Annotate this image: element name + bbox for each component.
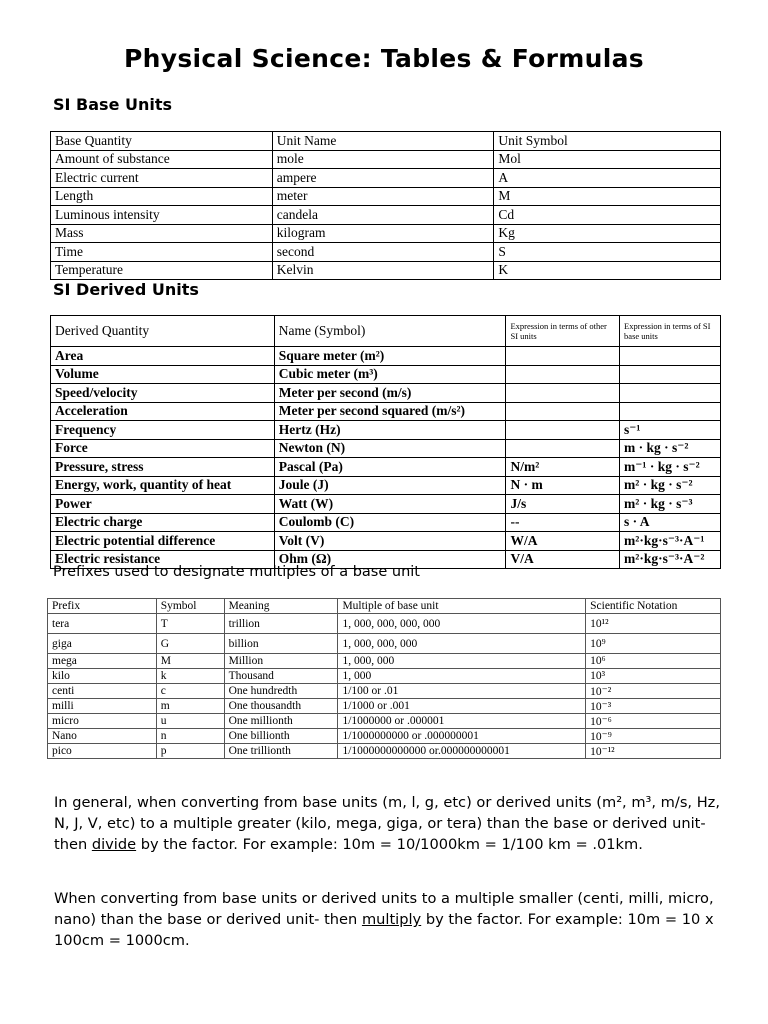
table-row bbox=[51, 365, 721, 384]
table-cell bbox=[620, 365, 721, 384]
table-cell: s⁻¹ bbox=[620, 421, 721, 440]
prefixes-heading: Prefixes used to designate multiples of a base unit bbox=[53, 564, 420, 580]
table-cell: V/A bbox=[506, 550, 620, 569]
table-cell: N · m bbox=[506, 476, 620, 495]
table-cell: k bbox=[156, 669, 224, 684]
table-row bbox=[51, 439, 721, 458]
table-cell: Speed/velocity bbox=[51, 384, 275, 403]
table-row bbox=[48, 634, 721, 654]
prefixes-table bbox=[47, 598, 721, 759]
table-cell: Power bbox=[51, 495, 275, 514]
table-cell: centi bbox=[48, 684, 157, 699]
table-cell bbox=[506, 402, 620, 421]
table-header-row bbox=[48, 599, 721, 614]
table-row bbox=[48, 684, 721, 699]
table-cell: A bbox=[494, 169, 721, 188]
paragraph-multiply-text: When converting from base units or derived units to a multiple smaller (centi, milli, micro, nano) than the base or derived unit- then bbox=[54, 890, 714, 928]
table-cell: m bbox=[156, 699, 224, 714]
table-row bbox=[51, 206, 721, 225]
table-cell: Joule (J) bbox=[274, 476, 506, 495]
table-cell: u bbox=[156, 714, 224, 729]
table-cell: milli bbox=[48, 699, 157, 714]
table-cell: 1, 000 bbox=[338, 669, 586, 684]
table-cell: 10⁹ bbox=[586, 634, 721, 654]
table-row bbox=[51, 347, 721, 366]
table-cell: Ohm (Ω) bbox=[274, 550, 506, 569]
table-cell: Electric current bbox=[51, 169, 273, 188]
header-cell: Derived Quantity bbox=[51, 316, 275, 347]
table-cell: Cd bbox=[494, 206, 721, 225]
header-cell: Expression in terms of other SI units bbox=[506, 316, 620, 347]
table-cell: Cubic meter (m³) bbox=[274, 365, 506, 384]
table-cell: Meter per second squared (m/s²) bbox=[274, 402, 506, 421]
table-row bbox=[51, 532, 721, 551]
table-cell: Amount of substance bbox=[51, 150, 273, 169]
table-row bbox=[51, 458, 721, 477]
header-cell: Symbol bbox=[156, 599, 224, 614]
table-row bbox=[51, 224, 721, 243]
table-row bbox=[51, 187, 721, 206]
header-cell: Scientific Notation bbox=[586, 599, 721, 614]
table-cell: 1/1000000000000 or.000000000001 bbox=[338, 744, 586, 759]
header-cell: Multiple of base unit bbox=[338, 599, 586, 614]
table-cell: Force bbox=[51, 439, 275, 458]
header-cell: Prefix bbox=[48, 599, 157, 614]
table-row bbox=[51, 261, 721, 280]
table-row bbox=[48, 699, 721, 714]
table-cell: Kg bbox=[494, 224, 721, 243]
table-cell bbox=[506, 421, 620, 440]
multiply-emphasis: multiply bbox=[361, 911, 422, 928]
table-cell: micro bbox=[48, 714, 157, 729]
table-cell: Kelvin bbox=[272, 261, 494, 280]
table-cell: m²·kg·s⁻³·A⁻² bbox=[620, 550, 721, 569]
base-units-heading: SI Base Units bbox=[53, 95, 173, 114]
table-header-row bbox=[51, 132, 721, 151]
header-cell: Expression in terms of SI base units bbox=[620, 316, 721, 347]
table-cell: 10¹² bbox=[586, 614, 721, 634]
base-units-table bbox=[50, 131, 721, 280]
table-cell: Mol bbox=[494, 150, 721, 169]
table-cell: Electric potential difference bbox=[51, 532, 275, 551]
table-cell bbox=[506, 347, 620, 366]
table-cell: 10⁻³ bbox=[586, 699, 721, 714]
table-cell: 10³ bbox=[586, 669, 721, 684]
table-cell: Electric charge bbox=[51, 513, 275, 532]
table-cell: m² · kg · s⁻³ bbox=[620, 495, 721, 514]
table-cell: m² · kg · s⁻² bbox=[620, 476, 721, 495]
table-cell: giga bbox=[48, 634, 157, 654]
table-cell: Acceleration bbox=[51, 402, 275, 421]
paragraph-divide-end: by the factor. For example: 10m = 10/1000km = 1/100 km = .01km. bbox=[136, 836, 643, 853]
table-cell: 1, 000, 000, 000, 000 bbox=[338, 614, 586, 634]
table-cell: One billionth bbox=[224, 729, 338, 744]
header-cell: Unit Symbol bbox=[494, 132, 721, 151]
table-row bbox=[51, 384, 721, 403]
table-cell bbox=[620, 347, 721, 366]
table-cell: M bbox=[494, 187, 721, 206]
table-cell: Temperature bbox=[51, 261, 273, 280]
table-cell bbox=[620, 384, 721, 403]
table-cell bbox=[506, 384, 620, 403]
header-cell: Base Quantity bbox=[51, 132, 273, 151]
table-cell: Time bbox=[51, 243, 273, 262]
table-cell: Frequency bbox=[51, 421, 275, 440]
table-cell: 1/1000 or .001 bbox=[338, 699, 586, 714]
table-cell: Million bbox=[224, 654, 338, 669]
table-row bbox=[48, 714, 721, 729]
table-row bbox=[48, 744, 721, 759]
table-cell: second bbox=[272, 243, 494, 262]
table-cell: Nano bbox=[48, 729, 157, 744]
table-cell: T bbox=[156, 614, 224, 634]
page-title: Physical Science: Tables & Formulas bbox=[124, 44, 644, 73]
table-cell: n bbox=[156, 729, 224, 744]
table-cell: kilogram bbox=[272, 224, 494, 243]
table-row bbox=[51, 169, 721, 188]
table-cell: Newton (N) bbox=[274, 439, 506, 458]
header-cell: Meaning bbox=[224, 599, 338, 614]
table-cell bbox=[506, 365, 620, 384]
table-cell: meter bbox=[272, 187, 494, 206]
table-cell: Hertz (Hz) bbox=[274, 421, 506, 440]
table-cell: Luminous intensity bbox=[51, 206, 273, 225]
table-cell: Electric resistance bbox=[51, 550, 275, 569]
table-cell: trillion bbox=[224, 614, 338, 634]
table-cell: J/s bbox=[506, 495, 620, 514]
table-cell: S bbox=[494, 243, 721, 262]
table-row bbox=[48, 614, 721, 634]
table-cell: Pressure, stress bbox=[51, 458, 275, 477]
table-cell: Coulomb (C) bbox=[274, 513, 506, 532]
table-cell: Area bbox=[51, 347, 275, 366]
derived-units-heading: SI Derived Units bbox=[53, 280, 199, 299]
table-row bbox=[48, 729, 721, 744]
table-cell: Pascal (Pa) bbox=[274, 458, 506, 477]
paragraph-multiply bbox=[54, 888, 724, 951]
table-header-row bbox=[51, 316, 721, 347]
header-cell: Name (Symbol) bbox=[274, 316, 506, 347]
table-cell: One millionth bbox=[224, 714, 338, 729]
table-cell: Length bbox=[51, 187, 273, 206]
table-cell: One trillionth bbox=[224, 744, 338, 759]
table-cell: s · A bbox=[620, 513, 721, 532]
paragraph-divide bbox=[54, 792, 724, 855]
table-cell: kilo bbox=[48, 669, 157, 684]
table-cell: K bbox=[494, 261, 721, 280]
table-cell: Watt (W) bbox=[274, 495, 506, 514]
table-row bbox=[48, 669, 721, 684]
table-cell: M bbox=[156, 654, 224, 669]
table-cell: G bbox=[156, 634, 224, 654]
table-cell: 10⁻⁶ bbox=[586, 714, 721, 729]
table-cell: 10⁻⁹ bbox=[586, 729, 721, 744]
table-cell: Volt (V) bbox=[274, 532, 506, 551]
paragraph-multiply-end: by the factor. For example: 10m = 10 x 100cm = 1000cm. bbox=[54, 911, 714, 949]
table-cell: 10⁻¹² bbox=[586, 744, 721, 759]
table-row bbox=[51, 513, 721, 532]
table-cell: Volume bbox=[51, 365, 275, 384]
table-cell: tera bbox=[48, 614, 157, 634]
table-cell: -- bbox=[506, 513, 620, 532]
header-cell: Unit Name bbox=[272, 132, 494, 151]
table-cell: pico bbox=[48, 744, 157, 759]
table-cell: Mass bbox=[51, 224, 273, 243]
table-row bbox=[51, 476, 721, 495]
table-cell: Square meter (m²) bbox=[274, 347, 506, 366]
table-cell: 10⁶ bbox=[586, 654, 721, 669]
paragraph-divide-text: In general, when converting from base units (m, l, g, etc) or derived units (m², m³, m/s, Hz, N, J, V, etc) to a multiple greater (kilo, mega, giga, or tera) than the base or derived unit- then bbox=[54, 794, 720, 853]
table-row bbox=[51, 150, 721, 169]
table-cell: m · kg · s⁻² bbox=[620, 439, 721, 458]
divide-emphasis: divide bbox=[91, 836, 137, 853]
table-cell: Energy, work, quantity of heat bbox=[51, 476, 275, 495]
table-cell: N/m² bbox=[506, 458, 620, 477]
table-cell: 10⁻² bbox=[586, 684, 721, 699]
table-cell: One thousandth bbox=[224, 699, 338, 714]
table-cell: m⁻¹ · kg · s⁻² bbox=[620, 458, 721, 477]
table-cell: p bbox=[156, 744, 224, 759]
table-cell: 1/1000000 or .000001 bbox=[338, 714, 586, 729]
table-row bbox=[48, 654, 721, 669]
derived-units-table bbox=[50, 315, 721, 569]
table-cell: W/A bbox=[506, 532, 620, 551]
table-cell: mega bbox=[48, 654, 157, 669]
table-row bbox=[51, 495, 721, 514]
table-cell: ampere bbox=[272, 169, 494, 188]
table-cell: 1/1000000000 or .000000001 bbox=[338, 729, 586, 744]
table-cell: mole bbox=[272, 150, 494, 169]
table-cell bbox=[506, 439, 620, 458]
table-row bbox=[51, 421, 721, 440]
table-cell: Meter per second (m/s) bbox=[274, 384, 506, 403]
table-cell: m²·kg·s⁻³·A⁻¹ bbox=[620, 532, 721, 551]
table-cell: 1, 000, 000 bbox=[338, 654, 586, 669]
table-cell: One hundredth bbox=[224, 684, 338, 699]
table-cell: 1, 000, 000, 000 bbox=[338, 634, 586, 654]
table-cell: 1/100 or .01 bbox=[338, 684, 586, 699]
table-cell: candela bbox=[272, 206, 494, 225]
table-cell: Thousand bbox=[224, 669, 338, 684]
table-row bbox=[51, 243, 721, 262]
table-cell bbox=[620, 402, 721, 421]
table-cell: billion bbox=[224, 634, 338, 654]
table-row bbox=[51, 402, 721, 421]
table-cell: c bbox=[156, 684, 224, 699]
